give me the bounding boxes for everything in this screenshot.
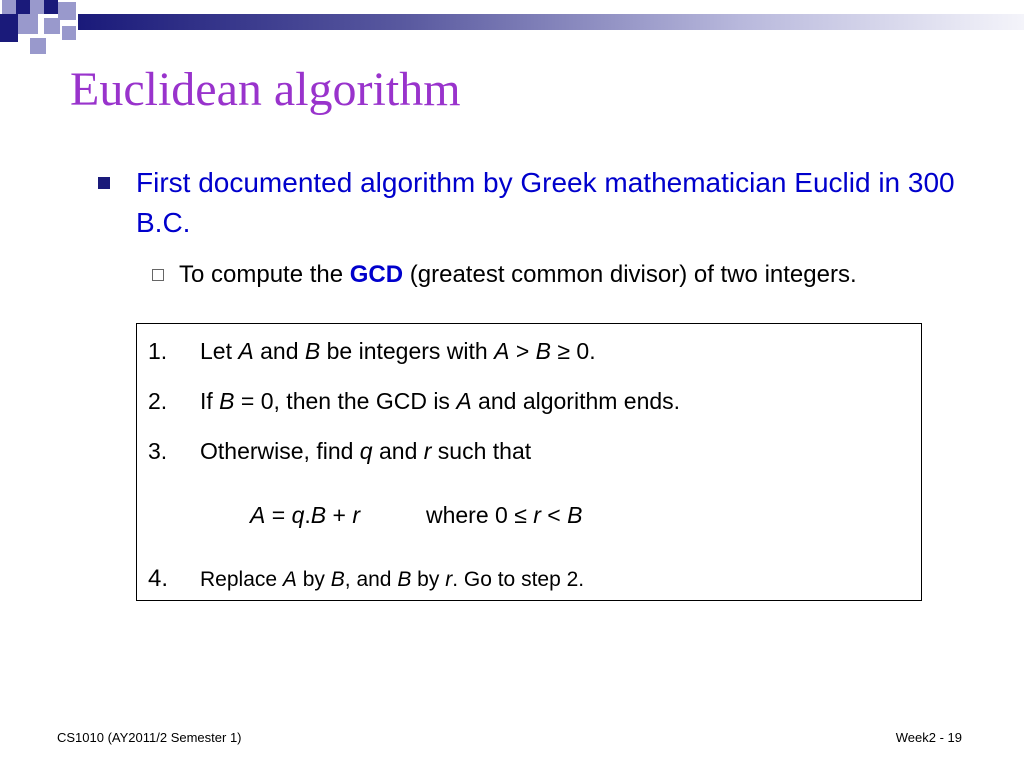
text-segment: and	[372, 438, 424, 464]
math-variable: q	[291, 502, 305, 528]
math-variable: A	[250, 502, 266, 528]
corner-decoration-square	[44, 0, 58, 14]
math-variable: B	[304, 338, 321, 364]
text-segment: , and	[344, 568, 398, 591]
algorithm-step	[148, 386, 680, 416]
step-number: 1.	[148, 338, 168, 364]
text-segment: <	[540, 502, 568, 528]
corner-decoration-square	[18, 14, 38, 34]
text-segment: such that	[431, 438, 532, 464]
bullet-text: First documented algorithm by Greek mathematician Euclid in 300 B.C.	[136, 167, 955, 238]
step-text	[200, 436, 531, 466]
corner-decoration-square	[16, 0, 30, 14]
step-number: 4.	[148, 565, 169, 592]
corner-decoration-square	[44, 18, 60, 34]
math-variable: q	[359, 438, 373, 464]
text-segment: and	[253, 338, 305, 364]
text-segment: Replace	[200, 568, 283, 591]
sub-bullet-item	[152, 259, 1012, 291]
text-segment: >	[509, 338, 536, 364]
text-segment: ≥ 0.	[551, 338, 596, 364]
sub-bullet-suffix: (greatest common divisor) of two integers.	[403, 261, 857, 288]
square-bullet-icon	[98, 177, 110, 189]
hollow-square-bullet-icon	[152, 269, 164, 281]
text-segment: =	[265, 502, 292, 528]
equation-formula	[250, 502, 360, 528]
corner-decoration-square	[30, 0, 44, 14]
text-segment: Otherwise, find	[200, 438, 360, 464]
equation-condition	[426, 502, 582, 528]
corner-decoration-square	[30, 38, 46, 54]
step-text	[200, 386, 680, 416]
text-segment: and algorithm ends.	[471, 388, 681, 414]
algorithm-box	[136, 323, 922, 601]
corner-decoration-square	[2, 0, 16, 14]
math-variable: A	[282, 568, 297, 591]
step-number: 2.	[148, 388, 168, 414]
text-segment: be integers with	[320, 338, 495, 364]
step-text	[200, 336, 596, 366]
text-segment: +	[326, 502, 353, 528]
math-variable: B	[330, 568, 345, 591]
math-variable: r	[533, 502, 541, 528]
text-segment: where 0 ≤	[425, 502, 534, 528]
gcd-equation	[250, 500, 582, 530]
sub-bullet-text	[179, 259, 1012, 291]
math-variable: B	[219, 388, 235, 414]
bullet-item	[96, 163, 976, 243]
footer-page-number: Week2 - 19	[895, 730, 962, 745]
text-segment: Let	[200, 338, 239, 364]
gcd-term: GCD	[349, 261, 404, 288]
header-gradient-bar	[78, 14, 1024, 30]
footer-course: CS1010 (AY2011/2 Semester 1)	[57, 730, 242, 745]
sub-bullet-prefix: To compute the	[179, 261, 350, 288]
math-variable: B	[397, 568, 412, 591]
math-variable: B	[535, 338, 551, 364]
math-variable: r	[445, 568, 453, 591]
step-number: 3.	[148, 438, 168, 464]
math-variable: A	[494, 338, 510, 364]
text-segment: . Go to step 2.	[452, 568, 585, 591]
corner-decoration-square	[62, 26, 76, 40]
text-segment: If	[200, 388, 220, 414]
text-segment: by	[411, 568, 446, 591]
text-segment: .	[304, 502, 311, 528]
math-variable: A	[456, 388, 472, 414]
math-variable: r	[352, 502, 360, 528]
corner-decoration-square	[58, 2, 76, 20]
text-segment: = 0, then the GCD is	[234, 388, 457, 414]
algorithm-step	[148, 436, 531, 466]
corner-decoration-square	[0, 14, 18, 42]
slide-title: Euclidean algorithm	[70, 63, 461, 116]
algorithm-step	[148, 336, 596, 366]
math-variable: B	[310, 502, 327, 528]
math-variable: r	[423, 438, 432, 464]
math-variable: B	[567, 502, 583, 528]
text-segment: by	[296, 568, 331, 591]
algorithm-step	[148, 563, 584, 595]
step-text	[200, 565, 584, 595]
math-variable: A	[238, 338, 254, 364]
